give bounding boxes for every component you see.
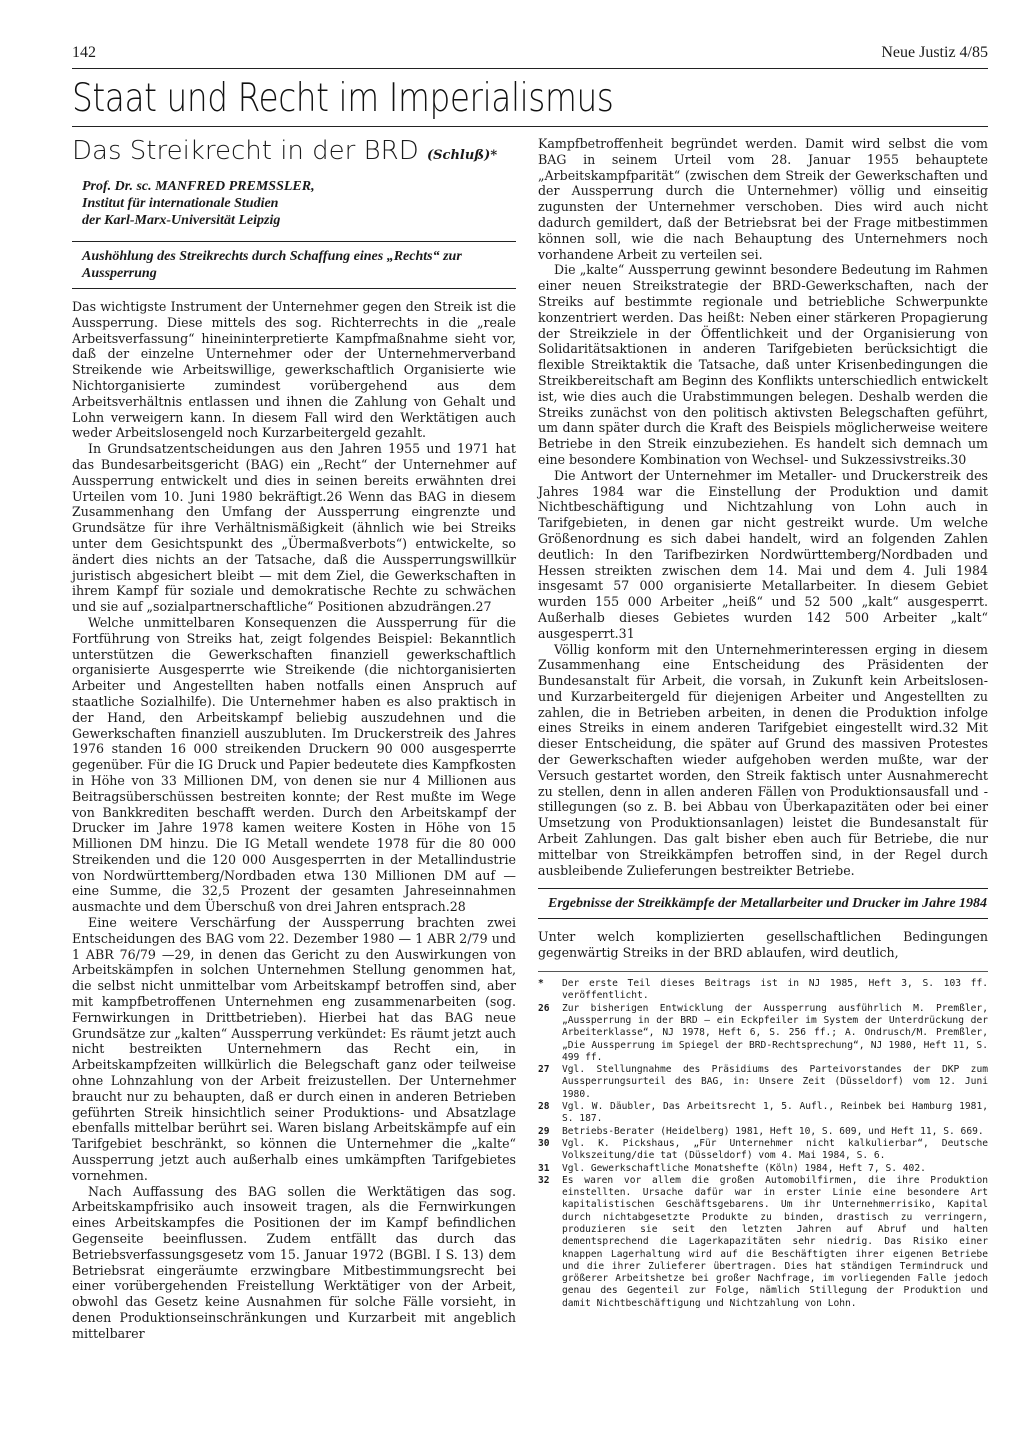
footnote-mark: 28: [538, 1101, 550, 1113]
footnote: [538, 1138, 988, 1163]
footnote: [538, 1064, 988, 1101]
footnote-text: Der erste Teil dieses Beitrags ist in NJ 1985, Heft 3, S. 103 ff. veröffentlicht.: [562, 978, 988, 1002]
page-number: 142: [72, 44, 96, 61]
footnote: [538, 1163, 988, 1175]
author-name: Prof. Dr. sc. MANFRED PREMSSLER,: [82, 179, 315, 194]
paragraph: Völlig konform mit den Unternehmerinteressen erging in diesem Zusammenhang eine Entscheidung des Präsidenten der Bundesanstalt für Arbeit, die vorsah, in Zukunft kein Arbeitslosen- und Kurzarbeitergeld für diejenigen Arbeiter und Angestellten zu zahlen, die in Betrieben arbeiten, in denen die Produktion infolge eines Streiks in einem anderen Tarifgebiet eingestellt wird.32 Mit dieser Entscheidung, die später auf Grund des massiven Protestes der Gewerkschaften wieder aufgehoben werden mußte, war der Versuch gestartet worden, den Streik faktisch unter Ausnahmerecht zu stellen, denn in allen anderen Fällen von Produktionsausfall und -stillegungen (so z. B. bei Abbau von Überkapazitäten oder bei einer Umsetzung von Produktionsanlagen) leistet die Bundesanstalt für Arbeit Zahlungen. Das galt bisher eben auch für Betriebe, die nur mittelbar von Streikkämpfen betroffen sind, in der Regel durch ausbleibende Zulieferungen bestreikter Betriebe.: [538, 641, 988, 878]
author-institute: Institut für internationale Studien: [82, 196, 279, 211]
paragraph: Die „kalte“ Aussperrung gewinnt besondere Bedeutung im Rahmen einer neuen Streikstrategie der BRD-Gewerkschaften, nach der Streiks auf bestimmte regionale und betriebliche Schwerpunkte konzentriert werden. Das heißt: Neben einer stärkeren Propagierung der Streikziele in der Öffentlichkeit und der Organisierung von Solidaritätsaktionen in anderen Tarifgebieten berücksichtigt die flexible Streiktaktik die Tatsache, daß unter Krisenbedingungen die Streikbereitschaft am Beginn des Konflikts unterschiedlich entwickelt ist, wie dies auch die Urabstimmungen belegen. Deshalb werden die Streiks zunächst von den politisch aktivsten Belegschaften geführt, um dann später durch die Kraft des Beispiels möglicherweise weitere Betriebe in den Streik einzubeziehen. Es handelt sich demnach um eine besondere Kombination von Wechsel- und Sukzessivstreiks.30: [538, 262, 988, 467]
footnote: [538, 1003, 988, 1064]
footnote-mark: 26: [538, 1002, 550, 1014]
footnote-mark: 31: [538, 1162, 550, 1174]
section-rule: [72, 126, 988, 127]
paragraph: Kampfbetroffenheit begründet werden. Damit wird selbst die vom BAG in seinem Urteil vom 28. Januar 1955 behauptete „Arbeitskampfparität“ (zwischen dem Streik der Gewerkschaften und der Aussperrung durch die Unternehmer) völlig und einseitig zugunsten der Unternehmer verschoben. Dies wird auch nicht dadurch gemildert, daß der Betriebsrat bei der Frage mitbestimmen können soll, wie die nach Behauptung des Unternehmers noch vorhandene Arbeit zu verteilen sei.: [538, 136, 988, 262]
footnote-mark: 27: [538, 1064, 550, 1076]
paragraph: Eine weitere Verschärfung der Aussperrung brachten zwei Entscheidungen des BAG vom 22. Dezember 1980 — 1 ABR 2/79 und 1 ABR 76/79 —29, in denen das Gericht zu den Auswirkungen von Arbeitskämpfen in solchen Unternehmen Stellung genommen hat, die selbst nicht unmittelbar vom Arbeitskampf betroffen sind, aber mit kampfbetroffenen Unternehmen eng zusammenarbeiten (sog. Fernwirkungen in Drittbetrieben). Hierbei hat das BAG neue Grundsätze zur „kalten“ Aussperrung verkündet: Es räumt jetzt auch nicht bestreikten Unternehmern das Recht ein, in Arbeitskampfzeiten willkürlich die Belegschaft ganz oder teilweise ohne Lohnzahlung von der Arbeit freizustellen. Der Unternehmer braucht nur zu behaupten, daß er durch einen in anderen Betrieben geführten Streik hinsichtlich seiner Produktions- und Absatzlage ebenfalls mittelbar berührt sei. Waren bislang Arbeitskämpfe auf ein Tarifgebiet beschränkt, so können die Unternehmer die „kalte“ Aussperrung jetzt auch außerhalb eines umkämpften Tarifgebietes vornehmen.: [72, 915, 516, 1183]
paragraph: In Grundsatzentscheidungen aus den Jahren 1955 und 1971 hat das Bundesarbeitsgericht (BAG) ein „Recht“ der Unternehmer auf Aussperrung entwickelt und dies in seinen bereits erwähnten drei Urteilen vom 10. Juni 1980 bekräftigt.26 Wenn das BAG in diesem Zusammenhang den Umfang der Aussperrung eingrenzte und Grundsätze für ihre Verhältnismäßigkeit (ähnlich wie bei Streiks unter dem Gesichtspunkt des „Übermaßverbots“) entwickelte, so ändert dies nichts an der Tatsache, daß die Aussperrungswillkür juristisch abgesichert bleibt — mit dem Ziel, die Gewerkschaften in ihrem Kampf für soziale und demokratische Rechte zu schwächen und sie auf „sozialpartnerschaftliche“ Positionen abzudrängen.27: [72, 441, 516, 615]
footnote: [538, 1175, 988, 1310]
left-column: [72, 136, 516, 1342]
footnote-text: Vgl. Stellungnahme des Präsidiums des Parteivorstandes der DKP zum Aussperrungsurteil des BAG, in: Unsere Zeit (Düsseldorf) vom 12. Juni 1980.: [562, 1064, 988, 1100]
author-university: der Karl-Marx-Universität Leipzig: [82, 213, 281, 228]
footnote-mark: 30: [538, 1137, 550, 1149]
footnotes: [538, 971, 988, 1310]
footnote-mark: 29: [538, 1125, 550, 1137]
paragraph: Das wichtigste Instrument der Unternehmer gegen den Streik ist die Aussperrung. Diese mittels des sog. Richterrechts in die „reale Arbeitsverfassung“ hineininterpretierte Kampfmaßnahme sieht vor, daß der einzelne Unternehmer oder der Unternehmerverband Streikende wie Arbeitswillige, gewerkschaftlich Organisierte wie Nichtorganisierte zumindest vorübergehend aus dem Arbeitsverhältnis entlassen und ihnen die Zahlung von Gehalt und Lohn verweigern kann. In diesem Fall wird den Werktätigen auch weder Arbeitslosengeld noch Kurzarbeitergeld gezahlt.: [72, 299, 516, 441]
footnote-mark: *: [538, 978, 544, 990]
article-title-suffix: (Schluß)*: [427, 148, 498, 163]
footnote-text: Es waren vor allem die großen Automobilfirmen, die ihre Produktion einstellten. Ursache dafür war in erster Linie eine besondere Art kapitalistischen Geschäftsgebarens. Um ihr Unternehmerrisiko, Kapital durch nichtabgesetzte Produkte zu binden, drastisch zu verringern, produzieren sie seit den letzten Jahren auf Abruf und halten dementsprechend die Lagerkapazitäten sehr niedrig. Das Risiko einer knappen Lagerhaltung wird auf die Beschäftigten ihrer eigenen Betriebe und die ihrer Zulieferer übertragen. Dies hat ständigen Termindruck und größerer Arbeitshetze bei großer Nachfrage, im vorliegenden Falle jedoch genau des Gegenteil zur Folge, nämlich Stillegung der Produktion und damit Nichtbeschäftigung und Nichtzahlung von Lohn.: [562, 1174, 988, 1309]
paragraph: Die Antwort der Unternehmer im Metaller- und Druckerstreik des Jahres 1984 war die Einstellung der Produktion und damit Nichtbeschäftigung und Nichtzahlung von Lohn auch in Tarifgebieten, in denen gar nicht gestreikt wurde. Um welche Größenordnung es sich dabei handelt, wird an folgenden Zahlen deutlich: In den Tarifbezirken Nordwürttemberg/Nordbaden und Hessen streikten zwischen dem 14. Mai und dem 4. Juli 1984 insgesamt 57 000 organisierte Metallarbeiter. In diesem Gebiet wurden 155 000 Arbeiter „heiß“ und 52 500 „kalt“ ausgesperrt. Außerhalb dieses Gebietes wurden 142 500 Arbeiter „kalt“ ausgesperrt.31: [538, 467, 988, 641]
section-title: Staat und Recht im Imperialismus: [72, 76, 614, 121]
sub-heading-aussperrung: Aushöhlung des Streikrechts durch Schaffung eines „Rechts“ zur Aussperrung: [72, 241, 516, 289]
article-title: [72, 136, 516, 166]
footnote: [538, 1101, 988, 1126]
header-rule: [72, 68, 988, 69]
sub-heading-ergebnisse: Ergebnisse der Streikkämpfe der Metallarbeiter und Drucker im Jahre 1984: [538, 888, 988, 919]
right-column: [538, 136, 988, 1310]
journal-issue: Neue Justiz 4/85: [881, 44, 988, 61]
author-block: [72, 178, 516, 229]
article-title-text: Das Streikrecht in der BRD: [72, 136, 419, 166]
footnote-text: Zur bisherigen Entwicklung der Aussperrung ausführlich M. Premßler, „Aussperrung in der BRD — ein Eckpfeiler im System der Unterdrückung der Arbeiterklasse“, NJ 1978, Heft 6, S. 256 ff.; A. Ondrusch/M. Premßler, „Die Aussperrung im Spiegel der BRD-Rechtsprechung“, NJ 1980, Heft 11, S. 499 ff.: [562, 1002, 988, 1063]
paragraph: Welche unmittelbaren Konsequenzen die Aussperrung für die Fortführung von Streiks hat, zeigt folgendes Beispiel: Bekanntlich unterstützen die Gewerkschaften finanziell gewerkschaftlich organisierte Ausgesperrte wie Streikende (die nichtorganisierten Arbeiter und Angestellten haben notfalls einen Anspruch auf staatliche Sozialhilfe). Die Unternehmer haben es also praktisch in der Hand, den Arbeitskampf beliebig auszudehnen und die Gewerkschaften finanziell auszubluten. Im Druckerstreik des Jahres 1976 standen 16 000 streikenden Druckern 90 000 ausgesperrte gegenüber. Für die IG Druck und Papier bedeutete dies Kampfkosten in Höhe von 33 Millionen DM, von denen sie nur 4 Millionen aus Beitragsüberschüssen bestreiten konnte; der Rest mußte im Wege von Bankkrediten beschafft werden. Durch den Arbeitskampf der Drucker im Jahre 1978 kamen weitere Kosten in Höhe von 15 Millionen DM hinzu. Die IG Metall wendete 1978 für die 80 000 Streikenden und die 120 000 Ausgesperrten in der Metallindustrie von Nordwürttemberg/Nordbaden etwa 130 Millionen DM auf — eine Summe, die 32,5 Prozent der gesamten Jahreseinnahmen ausmachte und dem Überschuß von drei Jahren entsprach.28: [72, 614, 516, 915]
footnote-text: Vgl. K. Pickshaus, „Für Unternehmer nicht kalkulierbar“, Deutsche Volkszeitung/die tat (Düsseldorf) vom 4. Mai 1984, S. 6.: [562, 1137, 988, 1162]
footnote-text: Betriebs-Berater (Heidelberg) 1981, Heft 10, S. 609, und Heft 11, S. 669.: [562, 1125, 984, 1137]
running-header: [72, 44, 988, 66]
footnote-mark: 32: [538, 1174, 550, 1186]
footnote-text: Vgl. Gewerkschaftliche Monatshefte (Köln) 1984, Heft 7, S. 402.: [562, 1162, 926, 1174]
footnote-text: Vgl. W. Däubler, Das Arbeitsrecht 1, 5. Aufl., Reinbek bei Hamburg 1981, S. 187.: [562, 1101, 988, 1125]
paragraph: Unter welch komplizierten gesellschaftlichen Bedingungen gegenwärtig Streiks in der BRD ablaufen, wird deutlich,: [538, 929, 988, 961]
footnote: [538, 1126, 988, 1138]
paragraph: Nach Auffassung des BAG sollen die Werktätigen das sog. Arbeitskampfrisiko auch insoweit tragen, als die Fernwirkungen eines Arbeitskampfes die Positionen der im Kampf befindlichen Gegenseite beeinflussen. Zudem entfällt das durch das Betriebsverfassungsgesetz vom 15. Januar 1972 (BGBl. I S. 13) dem Betriebsrat eingeräumte erzwingbare Mitbestimmungsrecht bei einer vorübergehenden Freistellung Werktätiger von der Arbeit, obwohl das Gesetz keine Ausnahmen für solche Fälle vorsieht, in denen Produktionseinschränkungen und Kurzarbeit mit angeblich mittelbarer: [72, 1183, 516, 1341]
footnote: [538, 978, 988, 1003]
